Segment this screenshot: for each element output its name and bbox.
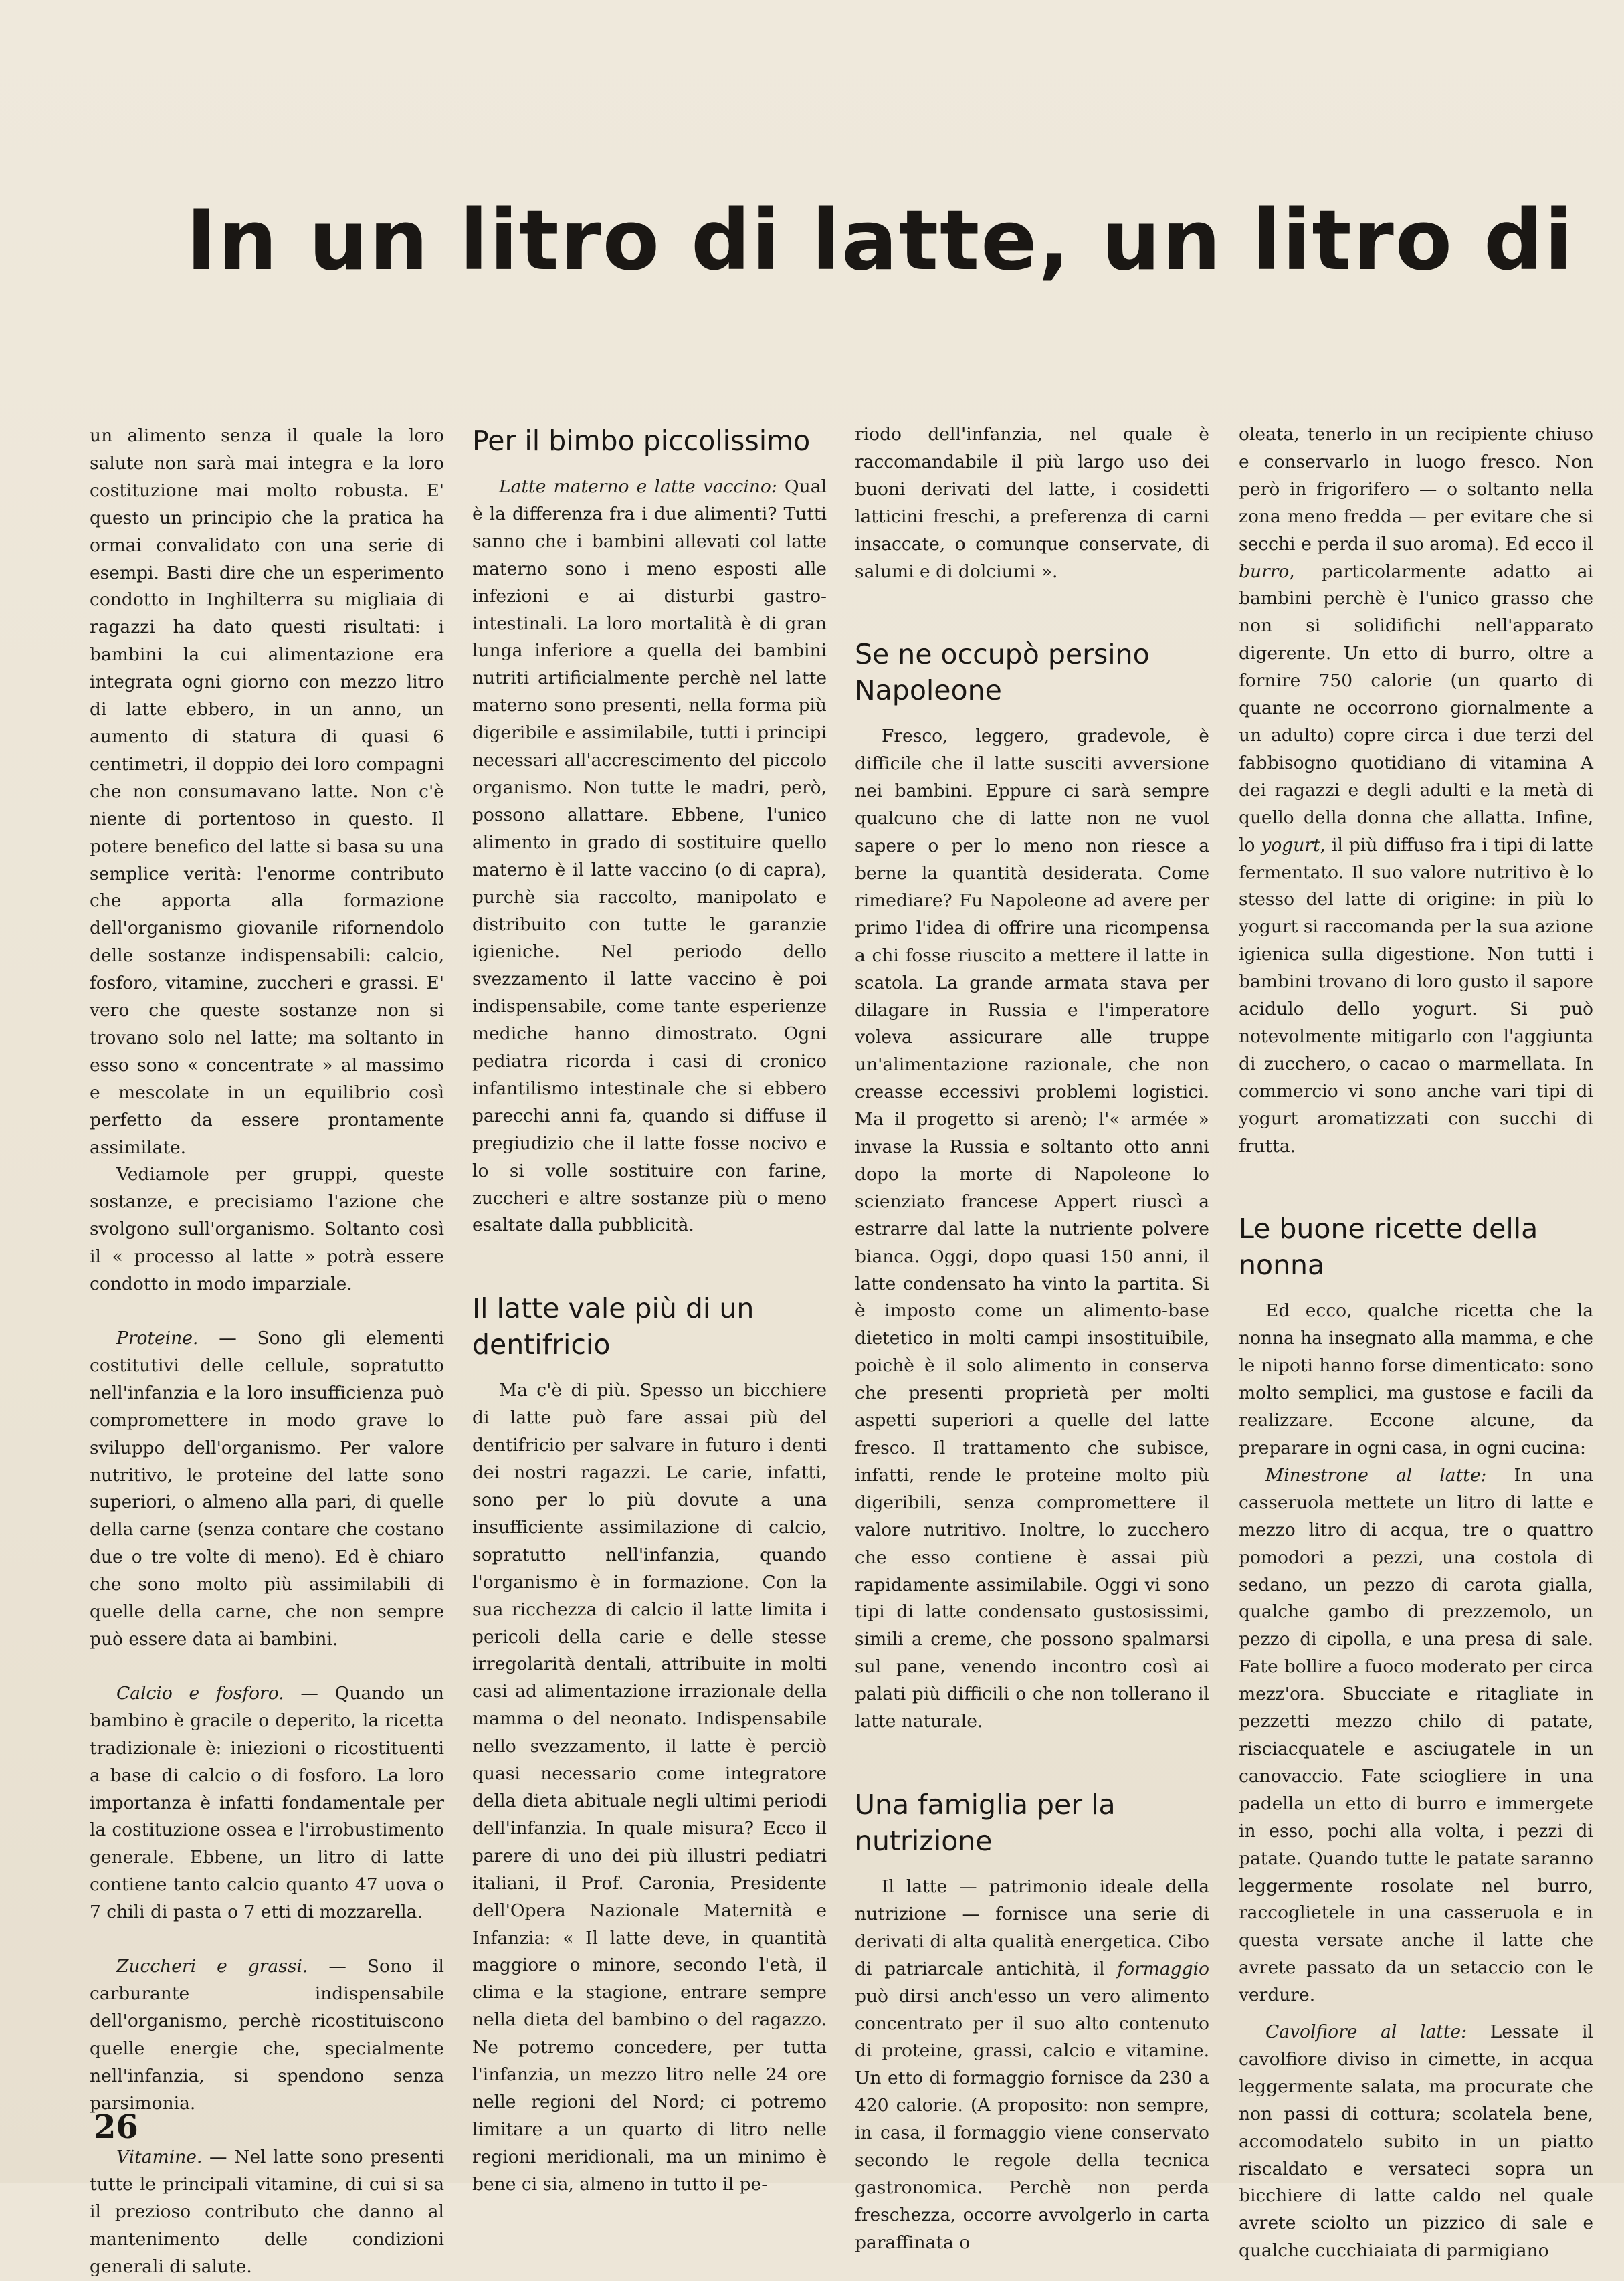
run-in-label: Cavolfiore al latte: <box>1265 2021 1467 2043</box>
paragraph: Ma c'è di più. Spesso un bicchiere di latte può fare assai più del dentifricio per salvare in futuro i denti dei nostri ragazzi. Le carie, infatti, sono per lo più dovute a una insufficiente assimilazione di calcio, sopratutto nell'infanzia, quando l'organismo è in formazione. Con la sua ricchezza di calcio il latte limita i pericoli della carie e delle stesse irregolarità dentali, attribuite in molti casi ad alimentazione irrazionale della mamma o del neonato. Indispensabile nello svezzamento, il latte è perciò quasi necessario come integratore della dieta abituale negli ultimi periodi dell'infanzia. In quale misura? Ecco il parere di uno dei più illustri pediatri italiani, il Prof. Caronia, Presidente dell'Opera Nazionale Maternità e Infanzia: « Il latte deve, in quantità maggiore o minore, secondo l'età, il clima e la stagione, entrare sempre nella dieta del bambino o del ragazzo. Ne potremo concedere, per tutta l'infanzia, un mezzo litro nelle 24 ore nelle regioni del Nord; ci potremo limitare a un quarto di litro nelle regioni meridionali, ma un minimo è bene ci sia, almeno in tutto il pe- <box>472 1380 827 2195</box>
paragraph-cavolfiore <box>1239 2019 1593 2265</box>
paragraph-text: , il più diffuso fra i tipi di latte fermentato. Il suo valore nutritivo è lo stesso del latte di origine: in più lo yogurt si raccomanda per la sua azione igienica sulla digestione. Non tutti i bambini trovano di loro gusto il sapore acidulo dello yogurt. Si può notevolmente mitigarlo con l'aggiunta di zucchero, o cacao o marmellata. In commercio vi sono anche vari tipi di yogurt aromatizzati con succhi di frutta. <box>1239 834 1593 1157</box>
paragraph: Fresco, leggero, gradevole, è difficile che il latte susciti avversione nei bambini. Eppure ci sarà sempre qualcuno che di latte non ne vuol sapere o per lo meno non riesce a berne la quantità desiderata. Come rimediare? Fu Napoleone ad avere per primo l'idea di offrire una ricompensa a chi fosse riuscito a mettere il latte in scatola. La grande armata stava per dilagare in Russia e l'imperatore voleva assicurare alle truppe un'alimentazione razionale, che non creasse eccessivi problemi logistici. Ma il progetto si arenò; l'« armée » invase la Russia e soltanto otto anni dopo la morte di Napoleone lo scienziato francese Appert riuscì a estrarre dal latte la nutriente polvere bianca. Oggi, dopo quasi 150 anni, il latte condensato ha vinto la partita. Si è imposto come un alimento-base dietetico in molti campi insostituibile, poichè è il solo alimento in conserva che presenti proprietà per molti aspetti superiori a quelle del latte fresco. Il trattamento che subisce, infatti, rende le proteine molto più digeribili, senza compromettere il valore nutritivo. Inoltre, lo zucchero che esso contiene è assai più rapidamente assimilabile. Oggi vi sono tipi di latte condensato gustosissimi, simili a creme, che possono spalmarsi sul pane, venendo incontro così ai palati più difficili o che non tollerano il latte naturale. <box>855 726 1209 1732</box>
paragraph-text: Il latte — patrimonio ideale della nutrizione — fornisce una serie di derivati di alta qualità energetica. Cibo di patriarcale antichità, il <box>855 1876 1209 1979</box>
paragraph-minestrone <box>1239 1462 1593 2009</box>
run-in-label: Latte materno e latte vaccino: <box>499 476 777 497</box>
subheading: Per il bimbo piccolissimo <box>472 425 811 457</box>
subheading: Se ne occupò persino Napoleone <box>855 638 1150 707</box>
paragraph <box>472 474 827 1239</box>
headline: In un litro di latte, un litro di <box>186 193 1575 289</box>
paragraph-calcio <box>90 1680 444 1926</box>
run-in-label: Proteine. <box>116 1328 199 1349</box>
run-in-label: Minestrone al latte: <box>1265 1464 1487 1486</box>
paragraph-text: In una casseruola mettete un litro di latte e mezzo litro di acqua, tre o quattro pomodori a pezzi, una costola di sedano, un pezzo di carota gialla, qualche gambo di prezzemolo, un pezzo di cipolla, e una presa di sale. Fate bollire a fuoco moderato per circa mezz'ora. Sbucciate e ritagliate in pezzetti mezzo chilo di patate, risciacquatele e asciugatele in un canovaccio. Fate sciogliere in una padella un etto di burro e immergete in esso, pochi alla volta, i pezzi di patate. Quando tutte le patate saranno leggermente rosolate nel burro, raccoglietele in una casseruola e in questa versate anche il latte che avrete passato da un setaccio con le verdure. <box>1239 1464 1593 2006</box>
subheading: Una famiglia per la nutrizione <box>855 1788 1116 1857</box>
paragraph: un alimento senza il quale la loro salute non sarà mai integra e la loro costituzione mai molto robusta. E' questo un principio che la pratica ha ormai convalidato con una serie di esempi. Basti dire che un esperimento condotto in Inghilterra su migliaia di ragazzi ha dato questi risultati: i bambini la cui alimentazione era integrata ogni giorno con mezzo litro di latte ebbero, in un anno, un aumento di statura di quasi 6 centimetri, il doppio dei loro compagni che non consumavano latte. Non c'è niente di portentoso in questo. Il potere benefico del latte si basa su una semplice verità: l'enorme contributo che apporta alla formazione dell'organismo giovanile rifornendolo delle sostanze indispensabili: calcio, fosforo, vitamine, zuccheri e grassi. E' vero che queste sostanze non si trovano solo nel latte; ma soltanto in esso sono « concentrate » al massimo e mescolate in un equilibrio così perfetto da essere prontamente assimilate. <box>90 425 444 1158</box>
paragraph-text: , particolarmente adatto ai bambini perchè è l'unico grasso che non si solidifichi nell'apparato digerente. Un etto di burro, oltre a fornire 750 calorie (un quarto di quante ne occorrono giornalmente a un adulto) copre circa i due terzi del fabbisogno quotidiano di vitamina A dei ragazzi e degli adulti e la metà di quello della donna che allatta. Infine, lo <box>1239 561 1593 856</box>
paragraph-text: — Sono il carburante indispensabile dell'organismo, perchè ricostituiscono quelle energie che, specialmente nell'infanzia, si spendono senza parsimonia. <box>90 1956 444 2114</box>
paragraph: Ed ecco, qualche ricetta che la nonna ha insegnato alla mamma, e che le nipoti hanno forse dimenticato: sono molto semplici, ma gustose e facili da realizzare. Eccone alcune, da preparare in ogni casa, in ogni cucina: <box>1239 1300 1593 1458</box>
run-in-label: Calcio e fosforo. <box>116 1682 284 1704</box>
emphasis: formaggio <box>1117 1958 1209 1979</box>
paragraph: Vediamole per gruppi, queste sostanze, e precisiamo l'azione che svolgono sull'organismo. Soltanto così il « processo al latte » potrà essere condotto in modo imparziale. <box>90 1164 444 1295</box>
paragraph-text: oleata, tenerlo in un recipiente chiuso e conservarlo in luogo fresco. Non però in frigorifero — o soltanto nella zona meno fredda — per evitare che si secchi e perda il suo aroma). Ed ecco il <box>1239 424 1593 555</box>
paragraph-vitamine <box>90 2144 444 2281</box>
paragraph-text: Lessate il cavolfiore diviso in cimette, in acqua leggermente salata, ma procurate che non passi di cottura; scolatela bene, accomodatelo subito in un piatto riscaldato e versateci sopra un bicchiere di latte caldo nel quale avrete sciolto un pizzico di sale e qualche cucchiaiata di parmigiano <box>1239 2021 1593 2262</box>
paragraph-text: — Nel latte sono presenti tutte le principali vitamine, di cui si sa il prezioso contributo che danno al mantenimento delle condizioni generali di salute. <box>90 2147 444 2278</box>
column-1 <box>90 423 444 2281</box>
paragraph-text: Qual è la differenza fra i due alimenti? Tutti sanno che i bambini allevati col latte materno sono i meno esposti alle infezioni e ai disturbi gastro-intestinali. La loro mortalità è di gran lunga inferiore a quella dei bambini nutriti artificialmente perchè nel latte materno sono presenti, nella forma più digeribile e assimilabile, tutti i principi necessari all'accrescimento del piccolo organismo. Non tutte le madri, però, possono allattare. Ebbene, l'unico alimento in grado di sostituire quello materno è il latte vaccino (o di capra), purchè sia raccolto, manipolato e distribuito con tutte le garanzie igieniche. Nel periodo dello svezzamento il latte vaccino è poi indispensabile, come tante esperienze mediche hanno dimostrato. Ogni pediatra ricorda i casi di cronico infantilismo intestinale che si ebbero parecchi anni fa, quando si diffuse il pregiudizio che il latte fosse nocivo e lo si volle sostituire con farine, zuccheri e altre sostanze più o meno esaltate dalla pubblicità. <box>472 476 827 1236</box>
column-2 <box>472 423 827 2199</box>
subheading: Il latte vale più di un dentifricio <box>472 1292 754 1361</box>
page-number: 26 <box>94 2108 138 2146</box>
paragraph-text: — Sono gli elementi costitutivi delle cellule, sopratutto nell'infanzia e la loro insufficienza può compromettere in modo grave lo sviluppo dell'organismo. Per valore nutritivo, le proteine del latte sono superiori, o almeno alla pari, di quelle della carne (senza contare che costano due o tre volte di meno). Ed è chiaro che sono molto più assimilabili di quelle della carne, che non sempre può essere data ai bambini. <box>90 1328 444 1650</box>
run-in-label: Zuccheri e grassi. <box>116 1956 308 1977</box>
paragraph: riodo dell'infanzia, nel quale è raccomandabile il più largo uso dei buoni derivati del latte, i cosidetti latticini freschi, a preferenza di carni insaccate, o comunque conservate, di salumi e di dolciumi ». <box>855 424 1209 582</box>
paragraph-zuccheri <box>90 1953 444 2117</box>
paragraph-text: può dirsi anch'esso un vero alimento concentrato per il suo alto contenuto di proteine, grassi, calcio e vitamine. Un etto di formaggio fornisce da 230 a 420 calorie. (A proposito: non sempre, in casa, il formaggio viene conservato secondo le regole della tecnica gastronomica. Perchè non perda freschezza, occorre avvolgerlo in carta paraffinata o <box>855 1985 1209 2253</box>
emphasis: burro <box>1239 561 1290 582</box>
emphasis: yogurt <box>1261 834 1320 856</box>
subheading: Le buone ricette della nonna <box>1239 1213 1538 1282</box>
paragraph <box>1239 421 1593 1160</box>
run-in-label: Vitamine. <box>116 2147 203 2168</box>
column-4 <box>1239 421 1593 2265</box>
column-3 <box>855 421 1209 2257</box>
paragraph <box>855 1874 1209 2257</box>
paragraph-proteine <box>90 1325 444 1654</box>
paragraph-text: — Quando un bambino è gracile o deperito, la ricetta tradizionale è: iniezioni o ricostituenti a base di calcio o di fosforo. La loro importanza è infatti fondamentale per la costituzione ossea e l'irrobustimento generale. Ebbene, un litro di latte contiene tanto calcio quanto 47 uova o 7 chili di pasta o 7 etti di mozzarella. <box>90 1682 444 1923</box>
